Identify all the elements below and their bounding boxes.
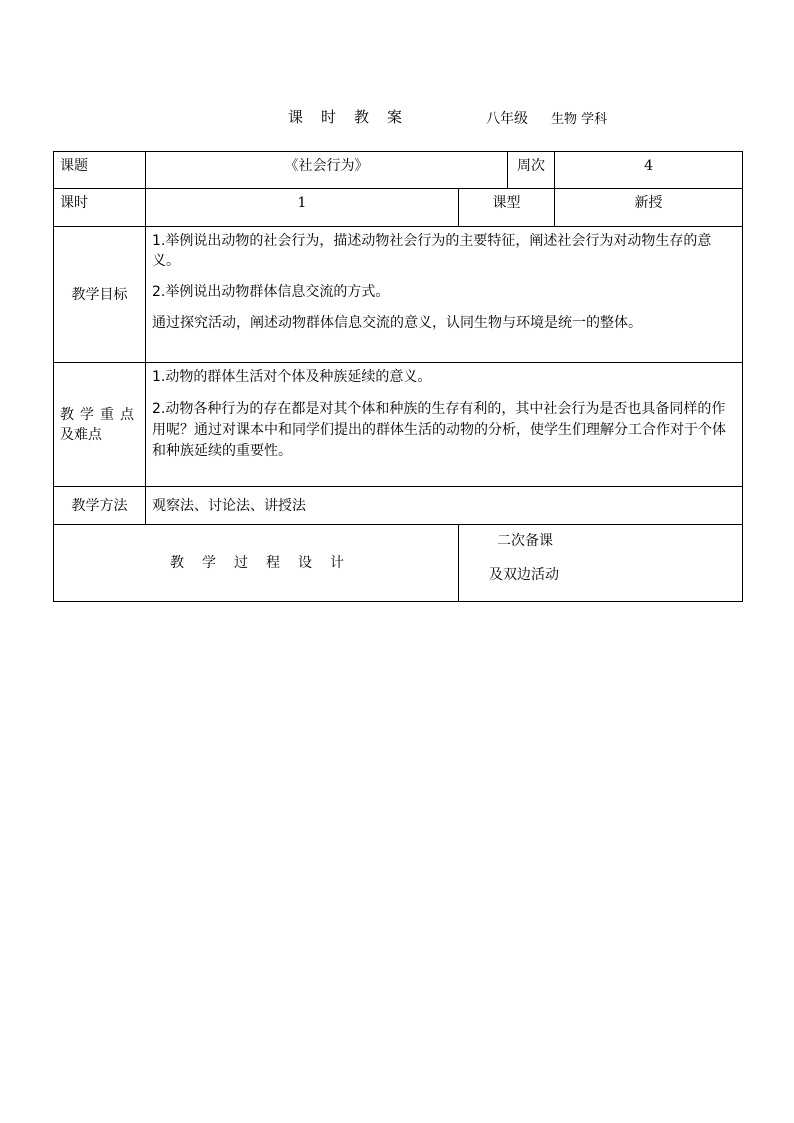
objectives-label: 教学目标: [54, 227, 146, 363]
methods-value: 观察法、讨论法、讲授法: [146, 487, 743, 525]
week-label: 周次: [508, 152, 555, 189]
objective-item: 2.举例说出动物群体信息交流的方式。: [152, 284, 390, 300]
type-value: 新授: [555, 189, 743, 227]
topic-value: 《社会行为》: [146, 152, 508, 189]
period-value: 1: [146, 189, 459, 227]
week-value: 4: [555, 152, 743, 189]
key-points-label-line2: 及难点: [60, 426, 102, 443]
key-point-item: 1.动物的群体生活对个体及种族延续的意义。: [152, 369, 432, 385]
topic-label: 课题: [54, 152, 146, 189]
topic-row: [54, 152, 743, 189]
type-label: 课型: [459, 189, 555, 227]
objectives-row: [54, 227, 743, 363]
objective-item: 1.举例说出动物的社会行为，描述动物社会行为的主要特征，阐述社会行为对动物生存的意义。: [152, 233, 712, 269]
period-row: [54, 189, 743, 227]
objectives-content: [146, 227, 743, 363]
methods-row: [54, 487, 743, 525]
process-title: 教学过程设计: [54, 525, 459, 602]
subject-text: 生物 学科: [551, 112, 608, 127]
key-point-item: 2.动物各种行为的存在都是对其个体和种族的生存有利的，其中社会行为是否也具备同样的作用呢？通过对课本中和同学们提出的群体生活的动物的分析，使学生们理解分工合作对于个体和种族延续的重要性。: [152, 401, 726, 459]
key-points-label-line1: 教学重点: [60, 406, 140, 423]
lesson-plan-table: [53, 151, 743, 602]
page-title: 课时教案: [288, 108, 421, 126]
key-points-label: [54, 363, 146, 487]
second-prep-cell: [459, 525, 743, 602]
key-points-content: [146, 363, 743, 487]
process-row: [54, 525, 743, 602]
key-points-row: [54, 363, 743, 487]
grade-text: 八年级: [486, 111, 528, 127]
second-prep-line1: 二次备课: [497, 533, 553, 549]
page-header: [0, 106, 794, 130]
period-label: 课时: [54, 189, 146, 227]
objective-item: 通过探究活动，阐述动物群体信息交流的意义，认同生物与环境是统一的整体。: [152, 315, 642, 331]
methods-label: 教学方法: [54, 487, 146, 525]
second-prep-line2: 及双边活动: [489, 567, 559, 583]
